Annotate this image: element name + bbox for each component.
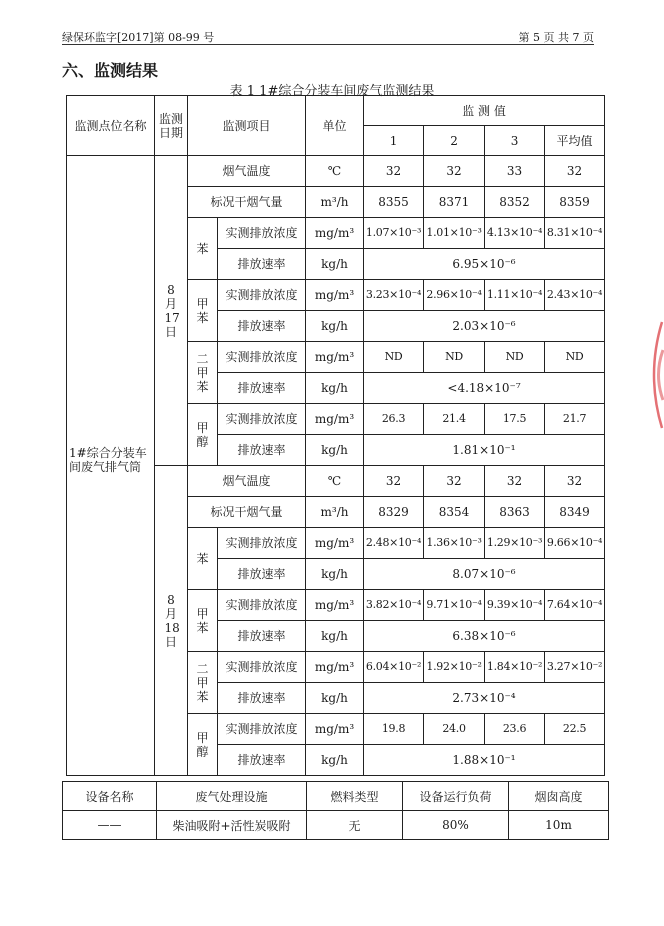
row-unit: kg/h — [306, 621, 364, 652]
monitoring-results-table — [66, 95, 605, 776]
head-col: 3 — [485, 126, 545, 156]
point-name: 1#综合分装车间废气排气筒 — [67, 156, 155, 776]
row-label: 实测排放浓度 — [218, 528, 306, 559]
row-label: 实测排放浓度 — [218, 652, 306, 683]
rate-cell: 6.38×10⁻⁶ — [364, 621, 605, 652]
row-unit: kg/h — [306, 249, 364, 280]
row-label: 烟气温度 — [188, 466, 306, 497]
equipment-header: 设备运行负荷 — [403, 782, 509, 811]
value-cell: 8359 — [545, 187, 605, 218]
value-cell: 8354 — [424, 497, 485, 528]
equipment-value: —— — [63, 811, 157, 840]
rate-cell: 6.95×10⁻⁶ — [364, 249, 605, 280]
equipment-value: 无 — [307, 811, 403, 840]
row-unit: ℃ — [306, 156, 364, 187]
row-unit: mg/m³ — [306, 218, 364, 249]
row-label: 实测排放浓度 — [218, 714, 306, 745]
row-label: 实测排放浓度 — [218, 404, 306, 435]
value-cell: 1.92×10⁻² — [424, 652, 485, 683]
value-cell: 8352 — [485, 187, 545, 218]
head-col: 2 — [424, 126, 485, 156]
value-cell: 6.04×10⁻² — [364, 652, 424, 683]
row-label: 烟气温度 — [188, 156, 306, 187]
value-cell: 1.84×10⁻² — [485, 652, 545, 683]
row-label: 排放速率 — [218, 559, 306, 590]
value-cell: 2.48×10⁻⁴ — [364, 528, 424, 559]
rate-cell: 2.03×10⁻⁶ — [364, 311, 605, 342]
row-unit: kg/h — [306, 373, 364, 404]
head-item: 监测项目 — [188, 96, 306, 156]
value-cell: 22.5 — [545, 714, 605, 745]
value-cell: 2.96×10⁻⁴ — [424, 280, 485, 311]
row-unit: mg/m³ — [306, 652, 364, 683]
row-unit: m³/h — [306, 187, 364, 218]
row-unit: kg/h — [306, 559, 364, 590]
row-label: 标况干烟气量 — [188, 497, 306, 528]
row-label: 排放速率 — [218, 249, 306, 280]
value-cell: 33 — [485, 156, 545, 187]
rate-cell: 1.88×10⁻¹ — [364, 745, 605, 776]
head-unit: 单位 — [306, 96, 364, 156]
value-cell: 1.01×10⁻³ — [424, 218, 485, 249]
equipment-header: 废气处理设施 — [157, 782, 307, 811]
row-unit: kg/h — [306, 745, 364, 776]
row-label: 实测排放浓度 — [218, 342, 306, 373]
value-cell: 23.6 — [485, 714, 545, 745]
row-label: 排放速率 — [218, 311, 306, 342]
row-unit: ℃ — [306, 466, 364, 497]
row-label: 实测排放浓度 — [218, 280, 306, 311]
pollutant-name: 甲苯 — [188, 280, 218, 342]
red-seal-stamp — [642, 320, 664, 430]
value-cell: 32 — [545, 156, 605, 187]
value-cell: 17.5 — [485, 404, 545, 435]
value-cell: 32 — [364, 156, 424, 187]
equipment-header: 烟囱高度 — [509, 782, 609, 811]
value-cell: 9.66×10⁻⁴ — [545, 528, 605, 559]
value-cell: 8349 — [545, 497, 605, 528]
row-unit: mg/m³ — [306, 280, 364, 311]
value-cell: 19.8 — [364, 714, 424, 745]
value-cell: 32 — [485, 466, 545, 497]
value-cell: 1.11×10⁻⁴ — [485, 280, 545, 311]
row-label: 排放速率 — [218, 435, 306, 466]
row-label: 实测排放浓度 — [218, 218, 306, 249]
head-values: 监 测 值 — [364, 96, 605, 126]
row-label: 排放速率 — [218, 373, 306, 404]
value-cell: 3.82×10⁻⁴ — [364, 590, 424, 621]
head-point-name: 监测点位名称 — [67, 96, 155, 156]
pollutant-name: 二甲苯 — [188, 652, 218, 714]
rate-cell: 1.81×10⁻¹ — [364, 435, 605, 466]
value-cell: 8.31×10⁻⁴ — [545, 218, 605, 249]
value-cell: ND — [545, 342, 605, 373]
row-label: 排放速率 — [218, 683, 306, 714]
row-unit: mg/m³ — [306, 404, 364, 435]
rate-cell: 2.73×10⁻⁴ — [364, 683, 605, 714]
row-unit: mg/m³ — [306, 342, 364, 373]
value-cell: ND — [424, 342, 485, 373]
section-title: 六、监测结果 — [62, 61, 159, 80]
head-col: 平均值 — [545, 126, 605, 156]
document-number: 绿保环监字[2017]第 08-99 号 — [62, 31, 215, 44]
row-unit: kg/h — [306, 435, 364, 466]
head-date: 监测日期 — [155, 96, 188, 156]
value-cell: 1.36×10⁻³ — [424, 528, 485, 559]
value-cell: ND — [485, 342, 545, 373]
equipment-value: 80% — [403, 811, 509, 840]
value-cell: 8355 — [364, 187, 424, 218]
value-cell: 32 — [424, 156, 485, 187]
equipment-header: 燃料类型 — [307, 782, 403, 811]
value-cell: 24.0 — [424, 714, 485, 745]
row-unit: mg/m³ — [306, 714, 364, 745]
row-label: 标况干烟气量 — [188, 187, 306, 218]
value-cell: 8371 — [424, 187, 485, 218]
pollutant-name: 苯 — [188, 528, 218, 590]
pollutant-name: 甲醇 — [188, 404, 218, 466]
head-col: 1 — [364, 126, 424, 156]
value-cell: 3.23×10⁻⁴ — [364, 280, 424, 311]
row-unit: mg/m³ — [306, 528, 364, 559]
date-day2: 8月18日 — [155, 466, 188, 776]
value-cell: 1.29×10⁻³ — [485, 528, 545, 559]
value-cell: 26.3 — [364, 404, 424, 435]
page-number: 第 5 页 共 7 页 — [518, 31, 594, 44]
row-unit: kg/h — [306, 683, 364, 714]
value-cell: 21.7 — [545, 404, 605, 435]
value-cell: 4.13×10⁻⁴ — [485, 218, 545, 249]
row-label: 实测排放浓度 — [218, 590, 306, 621]
value-cell: 21.4 — [424, 404, 485, 435]
value-cell: 1.07×10⁻³ — [364, 218, 424, 249]
row-label: 排放速率 — [218, 745, 306, 776]
row-unit: mg/m³ — [306, 590, 364, 621]
value-cell: 9.71×10⁻⁴ — [424, 590, 485, 621]
rate-cell: 8.07×10⁻⁶ — [364, 559, 605, 590]
value-cell: 32 — [545, 466, 605, 497]
equipment-value: 10m — [509, 811, 609, 840]
row-unit: kg/h — [306, 311, 364, 342]
value-cell: 32 — [424, 466, 485, 497]
equipment-header: 设备名称 — [63, 782, 157, 811]
value-cell: 8329 — [364, 497, 424, 528]
equipment-table — [62, 781, 609, 840]
value-cell: 3.27×10⁻² — [545, 652, 605, 683]
pollutant-name: 甲醇 — [188, 714, 218, 776]
page-header — [62, 26, 594, 45]
value-cell: 7.64×10⁻⁴ — [545, 590, 605, 621]
pollutant-name: 苯 — [188, 218, 218, 280]
date-day1: 8月17日 — [155, 156, 188, 466]
equipment-value: 柴油吸附+活性炭吸附 — [157, 811, 307, 840]
pollutant-name: 二甲苯 — [188, 342, 218, 404]
value-cell: 8363 — [485, 497, 545, 528]
value-cell: 32 — [364, 466, 424, 497]
row-unit: m³/h — [306, 497, 364, 528]
table-caption: 表 1 1#综合分装车间废气监测结果 — [229, 84, 435, 99]
rate-cell: <4.18×10⁻⁷ — [364, 373, 605, 404]
value-cell: ND — [364, 342, 424, 373]
value-cell: 2.43×10⁻⁴ — [545, 280, 605, 311]
row-label: 排放速率 — [218, 621, 306, 652]
pollutant-name: 甲苯 — [188, 590, 218, 652]
value-cell: 9.39×10⁻⁴ — [485, 590, 545, 621]
